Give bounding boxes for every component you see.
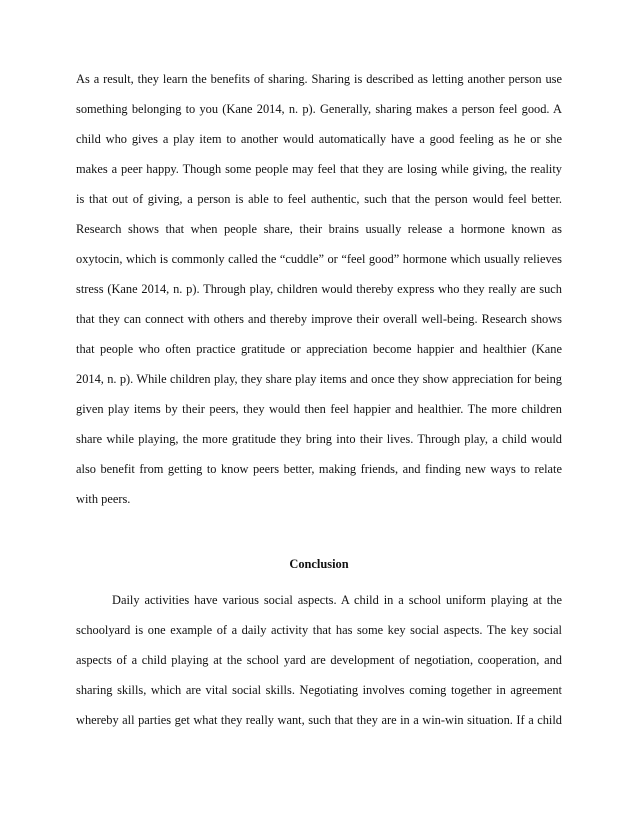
text-line: aspects of a child playing at the school yard are development of negotiation, cooperation, and xyxy=(76,653,562,667)
text-line: share while playing, the more gratitude they bring into their lives. Through play, a child would xyxy=(76,432,562,446)
text-line: given play items by their peers, they would then feel happier and healthier. The more children xyxy=(76,402,562,416)
text-line: stress (Kane 2014, n. p). Through play, children would thereby express who they really are such xyxy=(76,282,562,296)
text-line: oxytocin, which is commonly called the “cuddle” or “feel good” hormone which usually relieves xyxy=(76,252,562,266)
text-line: something belonging to you (Kane 2014, n. p). Generally, sharing makes a person feel good. A xyxy=(76,102,562,116)
text-line: As a result, they learn the benefits of sharing. Sharing is described as letting another person use xyxy=(76,72,562,86)
text-line: that they can connect with others and thereby improve their overall well-being. Research shows xyxy=(76,312,562,326)
text-line: sharing skills, which are vital social skills. Negotiating involves coming together in agreement xyxy=(76,683,562,697)
body-paragraph-1 xyxy=(76,64,562,514)
text-line: that people who often practice gratitude or appreciation become happier and healthier (Kane xyxy=(76,342,562,356)
body-paragraph-2 xyxy=(76,585,562,735)
text-line: with peers. xyxy=(76,492,131,506)
text-line: child who gives a play item to another would automatically have a good feeling as he or she xyxy=(76,132,562,146)
text-line: is that out of giving, a person is able to feel authentic, such that the person would feel better. xyxy=(76,192,562,206)
text-line: Daily activities have various social aspects. A child in a school uniform playing at the xyxy=(112,593,562,607)
text-line: makes a peer happy. Though some people may feel that they are losing while giving, the reality xyxy=(76,162,562,176)
text-line: also benefit from getting to know peers better, making friends, and finding new ways to relate xyxy=(76,462,562,476)
text-line: Research shows that when people share, their brains usually release a hormone known as xyxy=(76,222,562,236)
section-heading-conclusion: Conclusion xyxy=(289,557,349,571)
text-line: schoolyard is one example of a daily activity that has some key social aspects. The key social xyxy=(76,623,562,637)
text-line: 2014, n. p). While children play, they share play items and once they show appreciation for being xyxy=(76,372,562,386)
text-line: whereby all parties get what they really want, such that they are in a win-win situation. If a child xyxy=(76,713,562,727)
